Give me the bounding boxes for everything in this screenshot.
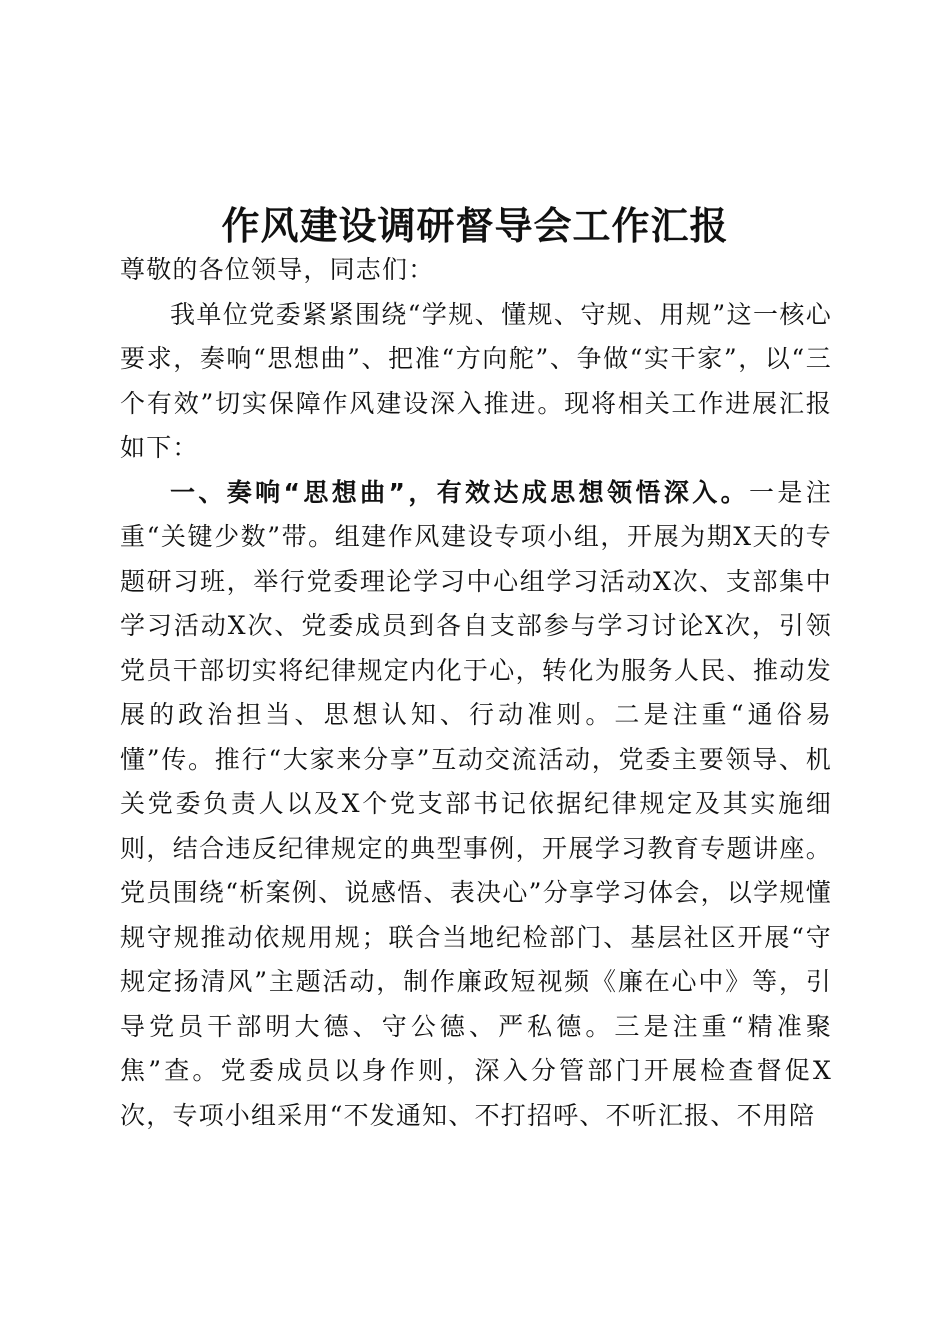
document-title: 作风建设调研督导会工作汇报 — [221, 203, 729, 249]
section-one-paragraph — [120, 471, 832, 1139]
document-body — [120, 248, 832, 1138]
section-one-heading: 一、奏响“思想曲”，有效达成思想领悟深入。 — [170, 477, 750, 507]
intro-paragraph: 我单位党委紧紧围绕“学规、懂规、守规、用规”这一核心要求，奏响“思想曲”、把准“方向舵”、争做“实干家”，以“三个有效”切实保障作风建设深入推进。现将相关工作进展汇报如下： — [120, 299, 832, 462]
salutation: 尊敬的各位领导，同志们： — [120, 255, 435, 284]
section-one-body: 一是注重“关键少数”带。组建作风建设专项小组，开展为期X天的专题研习班，举行党委理论学习中心组学习活动X次、支部集中学习活动X次、党委成员到各自支部参与学习讨论X次，引领党员干部切实将纪律规定内化于心，转化为服务人民、推动发展的政治担当、思想认知、行动准则。二是注重“通俗易懂”传。推行“大家来分享”互动交流活动，党委主要领导、机关党委负责人以及X个党支部书记依据纪律规定及其实施细则，结合违反纪律规定的典型事例，开展学习教育专题讲座。党员围绕“析案例、说感悟、表决心”分享学习体会，以学规懂规守规推动依规用规；联合当地纪检部门、基层社区开展“守规定扬清风”主题活动，制作廉政短视频《廉在心中》等，引导党员干部明大德、守公德、严私德。三是注重“精准聚焦”查。党委成员以身作则，深入分管部门开展检查督促X次，专项小组采用“不发通知、不打招呼、不听汇报、不用陪 — [120, 477, 832, 1130]
